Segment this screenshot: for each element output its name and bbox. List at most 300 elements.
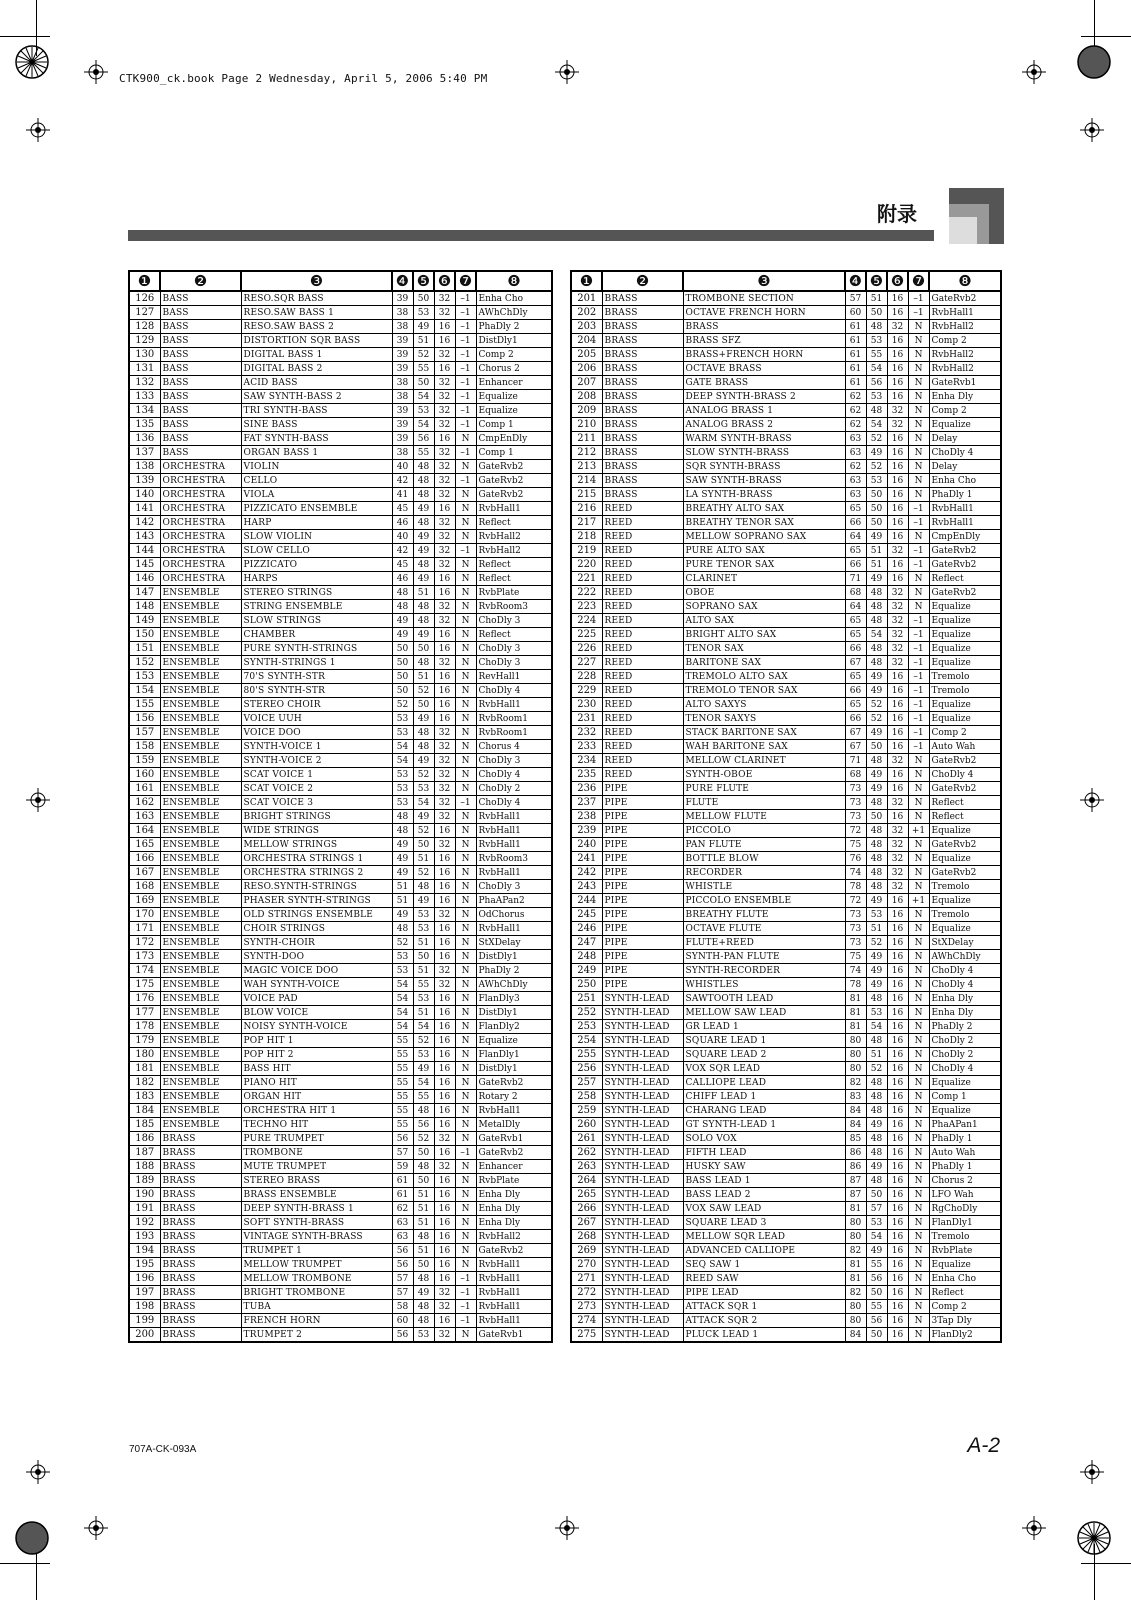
tone-number: 241 (571, 852, 602, 866)
value-4: 53 (392, 796, 413, 810)
value-4: 68 (845, 768, 866, 782)
table-row (129, 418, 552, 432)
value-7: N (908, 1160, 929, 1174)
value-6: 16 (887, 348, 908, 362)
tone-name: VINTAGE SYNTH-BRASS (241, 1230, 392, 1244)
table-row (129, 1328, 552, 1343)
value-6: 16 (887, 1244, 908, 1258)
value-7: N (908, 1020, 929, 1034)
value-6: 16 (887, 530, 908, 544)
value-6: 16 (434, 852, 455, 866)
value-6: 16 (887, 1062, 908, 1076)
tone-group: BRASS (602, 334, 683, 348)
value-4: 63 (845, 432, 866, 446)
value-5: 56 (866, 1272, 887, 1286)
value-6: 16 (887, 726, 908, 740)
value-5: 53 (413, 1048, 434, 1062)
tone-group: REED (602, 698, 683, 712)
tone-number: 258 (571, 1090, 602, 1104)
tone-group: REED (602, 642, 683, 656)
value-5: 52 (413, 684, 434, 698)
value-7: –1 (908, 726, 929, 740)
tone-number: 182 (129, 1076, 160, 1090)
value-4: 61 (845, 348, 866, 362)
book-info-header: CTK900_ck.book Page 2 Wednesday, April 5, 2006 5:40 PM (119, 72, 488, 85)
value-4: 75 (845, 950, 866, 964)
tone-number: 252 (571, 1006, 602, 1020)
value-6: 16 (434, 894, 455, 908)
col-header-group: ❷ (602, 271, 683, 291)
value-4: 38 (392, 320, 413, 334)
value-6: 32 (434, 600, 455, 614)
value-7: –1 (455, 474, 476, 488)
value-5: 52 (866, 1062, 887, 1076)
value-5: 49 (413, 712, 434, 726)
value-6: 16 (887, 936, 908, 950)
tone-number: 220 (571, 558, 602, 572)
value-5: 49 (413, 894, 434, 908)
tone-group: ORCHESTRA (160, 502, 241, 516)
value-4: 46 (392, 516, 413, 530)
value-6: 16 (887, 1048, 908, 1062)
tone-number: 145 (129, 558, 160, 572)
tone-number: 250 (571, 978, 602, 992)
value-7: –1 (908, 502, 929, 516)
tone-group: PIPE (602, 782, 683, 796)
value-7: N (908, 390, 929, 404)
tone-number: 244 (571, 894, 602, 908)
value-7: +1 (908, 824, 929, 838)
tone-number: 262 (571, 1146, 602, 1160)
value-4: 67 (845, 740, 866, 754)
col-header-6: ❻ (887, 271, 908, 291)
table-row (571, 936, 1001, 950)
value-4: 59 (392, 1160, 413, 1174)
tone-group: ORCHESTRA (160, 530, 241, 544)
value-4: 74 (845, 964, 866, 978)
tone-name: GR LEAD 1 (683, 1020, 845, 1034)
value-6: 32 (434, 1300, 455, 1314)
table-row (571, 1300, 1001, 1314)
tone-name: TENOR SAXYS (683, 712, 845, 726)
table-row (571, 1006, 1001, 1020)
tone-number: 222 (571, 586, 602, 600)
table-row (571, 1188, 1001, 1202)
tone-group: ENSEMBLE (160, 1062, 241, 1076)
tone-group: SYNTH-LEAD (602, 1034, 683, 1048)
tone-group: BRASS (602, 488, 683, 502)
tone-number: 207 (571, 376, 602, 390)
value-5: 52 (866, 936, 887, 950)
value-5: 51 (413, 1216, 434, 1230)
tone-number: 272 (571, 1286, 602, 1300)
value-5: 51 (413, 586, 434, 600)
effect-name: Equalize (929, 1258, 1001, 1272)
value-7: N (455, 894, 476, 908)
value-6: 32 (887, 544, 908, 558)
tone-number: 157 (129, 726, 160, 740)
effect-name: Enha Dly (476, 1202, 552, 1216)
value-6: 16 (887, 810, 908, 824)
value-6: 16 (434, 936, 455, 950)
effect-name: FlanDly1 (476, 1048, 552, 1062)
tone-group: BASS (160, 376, 241, 390)
tone-name: RESO.SAW BASS 1 (241, 306, 392, 320)
table-row (129, 1230, 552, 1244)
effect-name: Equalize (929, 922, 1001, 936)
value-5: 55 (413, 1090, 434, 1104)
value-5: 48 (413, 880, 434, 894)
tone-group: SYNTH-LEAD (602, 1160, 683, 1174)
value-7: N (908, 852, 929, 866)
tone-number: 260 (571, 1118, 602, 1132)
value-7: N (455, 922, 476, 936)
value-7: –1 (908, 291, 929, 306)
value-6: 16 (887, 922, 908, 936)
value-4: 53 (392, 782, 413, 796)
corner-tab-light (949, 217, 977, 244)
table-row (571, 432, 1001, 446)
value-7: N (455, 530, 476, 544)
value-4: 38 (392, 446, 413, 460)
value-7: –1 (908, 670, 929, 684)
effect-name: RvbPlate (476, 1174, 552, 1188)
tone-number: 186 (129, 1132, 160, 1146)
tone-number: 214 (571, 474, 602, 488)
tone-group: SYNTH-LEAD (602, 1174, 683, 1188)
gray-target-mark (1076, 44, 1112, 80)
tone-number: 165 (129, 838, 160, 852)
value-4: 67 (845, 726, 866, 740)
effect-name: GateRvb2 (929, 866, 1001, 880)
value-6: 16 (887, 460, 908, 474)
effect-name: RvbHall1 (929, 516, 1001, 530)
tone-name: SYNTH-VOICE 1 (241, 740, 392, 754)
value-6: 16 (887, 712, 908, 726)
value-6: 32 (887, 754, 908, 768)
tone-number: 137 (129, 446, 160, 460)
tone-number: 126 (129, 291, 160, 306)
tone-number: 229 (571, 684, 602, 698)
effect-name: GateRvb2 (929, 754, 1001, 768)
value-7: N (455, 488, 476, 502)
effect-name: Equalize (929, 642, 1001, 656)
value-7: N (908, 460, 929, 474)
table-row (571, 418, 1001, 432)
value-7: N (455, 1244, 476, 1258)
tone-number: 231 (571, 712, 602, 726)
tone-number: 181 (129, 1062, 160, 1076)
tone-group: ENSEMBLE (160, 684, 241, 698)
tone-group: SYNTH-LEAD (602, 1272, 683, 1286)
value-7: –1 (908, 642, 929, 656)
table-row (571, 1244, 1001, 1258)
value-6: 16 (887, 1202, 908, 1216)
tone-group: ENSEMBLE (160, 908, 241, 922)
value-5: 48 (866, 866, 887, 880)
tone-name: VIOLIN (241, 460, 392, 474)
value-4: 63 (392, 1216, 413, 1230)
value-7: N (908, 320, 929, 334)
tone-number: 199 (129, 1314, 160, 1328)
value-4: 63 (392, 1230, 413, 1244)
value-7: N (908, 446, 929, 460)
value-4: 56 (392, 1132, 413, 1146)
tone-name: SCAT VOICE 2 (241, 782, 392, 796)
value-6: 32 (434, 796, 455, 810)
value-6: 16 (887, 1328, 908, 1343)
value-5: 50 (866, 810, 887, 824)
effect-name: Chorus 2 (929, 1174, 1001, 1188)
tone-number: 160 (129, 768, 160, 782)
effect-name: RvbHall2 (929, 348, 1001, 362)
table-row (571, 740, 1001, 754)
tone-group: ENSEMBLE (160, 740, 241, 754)
tone-group: ENSEMBLE (160, 950, 241, 964)
value-7: –1 (908, 614, 929, 628)
effect-name: PhaAPan1 (929, 1118, 1001, 1132)
effect-name: Enha Cho (476, 291, 552, 306)
effect-name: Comp 2 (929, 1300, 1001, 1314)
tone-name: BRIGHT ALTO SAX (683, 628, 845, 642)
tone-number: 254 (571, 1034, 602, 1048)
table-row (129, 628, 552, 642)
tone-name: MAGIC VOICE DOO (241, 964, 392, 978)
effect-name: RvbHall2 (476, 1230, 552, 1244)
value-6: 32 (887, 880, 908, 894)
tone-number: 178 (129, 1020, 160, 1034)
table-row (129, 1202, 552, 1216)
value-5: 48 (413, 558, 434, 572)
value-6: 16 (887, 1230, 908, 1244)
effect-name: ChoDly 4 (476, 796, 552, 810)
tone-name: TENOR SAX (683, 642, 845, 656)
tone-number: 191 (129, 1202, 160, 1216)
effect-name: RvbHall1 (476, 810, 552, 824)
tone-number: 226 (571, 642, 602, 656)
table-row (571, 866, 1001, 880)
value-4: 82 (845, 1286, 866, 1300)
tone-number: 148 (129, 600, 160, 614)
tone-group: PIPE (602, 964, 683, 978)
table-row (571, 1160, 1001, 1174)
tone-group: BRASS (160, 1146, 241, 1160)
value-5: 54 (413, 1076, 434, 1090)
effect-name: Equalize (929, 600, 1001, 614)
tone-group: BRASS (602, 474, 683, 488)
value-7: N (455, 1020, 476, 1034)
value-7: –1 (908, 698, 929, 712)
tone-name: VOICE UUH (241, 712, 392, 726)
value-7: N (455, 1160, 476, 1174)
value-7: N (455, 908, 476, 922)
tone-group: REED (602, 572, 683, 586)
tone-name: TROMBONE (241, 1146, 392, 1160)
value-6: 32 (434, 530, 455, 544)
effect-name: RvbHall2 (476, 544, 552, 558)
tone-group: ENSEMBLE (160, 754, 241, 768)
value-4: 49 (392, 628, 413, 642)
value-5: 50 (866, 306, 887, 320)
tone-name: SYNTH-VOICE 2 (241, 754, 392, 768)
value-5: 48 (866, 824, 887, 838)
value-6: 16 (434, 1216, 455, 1230)
effect-name: PhaAPan2 (476, 894, 552, 908)
effect-name: Enha Cho (929, 1272, 1001, 1286)
value-6: 16 (434, 1202, 455, 1216)
tone-group: ENSEMBLE (160, 656, 241, 670)
value-6: 16 (887, 488, 908, 502)
tone-group: ENSEMBLE (160, 810, 241, 824)
effect-name: RvbRoom3 (476, 600, 552, 614)
tone-name: TECHNO HIT (241, 1118, 392, 1132)
value-4: 54 (392, 978, 413, 992)
effect-name: PhaDly 2 (476, 320, 552, 334)
value-6: 32 (434, 838, 455, 852)
value-7: N (908, 782, 929, 796)
table-row (129, 740, 552, 754)
tone-number: 185 (129, 1118, 160, 1132)
tone-name: SQUARE LEAD 2 (683, 1048, 845, 1062)
value-7: N (455, 614, 476, 628)
tone-name: 70'S SYNTH-STR (241, 670, 392, 684)
value-7: –1 (455, 1314, 476, 1328)
table-row (571, 894, 1001, 908)
table-row (571, 1062, 1001, 1076)
value-7: –1 (908, 684, 929, 698)
value-5: 48 (866, 600, 887, 614)
tone-number: 149 (129, 614, 160, 628)
value-6: 16 (887, 1272, 908, 1286)
tone-number: 264 (571, 1174, 602, 1188)
table-row (129, 320, 552, 334)
tone-group: ENSEMBLE (160, 712, 241, 726)
tone-number: 150 (129, 628, 160, 642)
tone-number: 192 (129, 1216, 160, 1230)
value-7: N (908, 1328, 929, 1343)
value-5: 48 (413, 1230, 434, 1244)
tone-number: 245 (571, 908, 602, 922)
value-5: 48 (866, 838, 887, 852)
value-6: 32 (434, 908, 455, 922)
tone-group: ENSEMBLE (160, 964, 241, 978)
tone-group: BRASS (602, 348, 683, 362)
star-target-mark (1076, 1520, 1112, 1556)
effect-name: Comp 2 (929, 404, 1001, 418)
tone-number: 221 (571, 572, 602, 586)
value-5: 51 (413, 1202, 434, 1216)
tone-name: TRI SYNTH-BASS (241, 404, 392, 418)
table-row (129, 586, 552, 600)
value-6: 16 (434, 642, 455, 656)
tone-number: 223 (571, 600, 602, 614)
value-5: 49 (866, 670, 887, 684)
value-7: –1 (455, 306, 476, 320)
table-row (571, 1258, 1001, 1272)
value-5: 50 (413, 950, 434, 964)
tone-group: ORCHESTRA (160, 544, 241, 558)
value-5: 49 (866, 782, 887, 796)
value-7: N (908, 404, 929, 418)
value-7: N (908, 572, 929, 586)
value-5: 50 (413, 698, 434, 712)
tone-name: SQUARE LEAD 3 (683, 1216, 845, 1230)
tone-group: BRASS (602, 404, 683, 418)
table-row (571, 810, 1001, 824)
tone-number: 209 (571, 404, 602, 418)
effect-name: PhaDly 2 (929, 1020, 1001, 1034)
table-row (129, 768, 552, 782)
value-4: 73 (845, 936, 866, 950)
tone-name: STEREO STRINGS (241, 586, 392, 600)
table-row (129, 852, 552, 866)
value-5: 55 (866, 348, 887, 362)
value-4: 62 (845, 390, 866, 404)
value-7: N (455, 964, 476, 978)
tone-number: 210 (571, 418, 602, 432)
effect-name: FlanDly3 (476, 992, 552, 1006)
value-5: 52 (413, 768, 434, 782)
effect-name: RvbRoom1 (476, 726, 552, 740)
tone-group: REED (602, 544, 683, 558)
value-5: 48 (413, 1104, 434, 1118)
value-7: N (908, 992, 929, 1006)
tone-name: BRASS SFZ (683, 334, 845, 348)
tone-number: 211 (571, 432, 602, 446)
value-5: 48 (413, 460, 434, 474)
tone-name: OLD STRINGS ENSEMBLE (241, 908, 392, 922)
value-4: 65 (845, 544, 866, 558)
effect-name: Reflect (476, 558, 552, 572)
table-row (129, 306, 552, 320)
value-7: N (908, 600, 929, 614)
tone-name: SCAT VOICE 3 (241, 796, 392, 810)
effect-name: Tremolo (929, 908, 1001, 922)
value-6: 16 (887, 698, 908, 712)
value-5: 48 (866, 992, 887, 1006)
value-7: –1 (908, 712, 929, 726)
value-7: N (908, 768, 929, 782)
tone-number: 189 (129, 1174, 160, 1188)
value-5: 54 (866, 418, 887, 432)
value-7: N (455, 642, 476, 656)
value-7: N (455, 1006, 476, 1020)
value-7: N (455, 1034, 476, 1048)
tone-group: ENSEMBLE (160, 978, 241, 992)
effect-name: Equalize (929, 852, 1001, 866)
tone-group: ENSEMBLE (160, 866, 241, 880)
effect-name: Enha Dly (476, 1216, 552, 1230)
tone-name: BASS HIT (241, 1062, 392, 1076)
value-6: 16 (434, 628, 455, 642)
tone-number: 168 (129, 880, 160, 894)
value-5: 51 (866, 558, 887, 572)
value-7: N (908, 950, 929, 964)
value-5: 48 (866, 586, 887, 600)
value-7: N (908, 1174, 929, 1188)
value-4: 38 (392, 376, 413, 390)
table-row (129, 1034, 552, 1048)
value-6: 32 (434, 964, 455, 978)
value-7: N (908, 964, 929, 978)
value-4: 66 (845, 558, 866, 572)
value-4: 80 (845, 1230, 866, 1244)
effect-name: Equalize (929, 1076, 1001, 1090)
table-row (571, 600, 1001, 614)
effect-name: StXDelay (929, 936, 1001, 950)
tone-group: SYNTH-LEAD (602, 1314, 683, 1328)
value-6: 16 (887, 1174, 908, 1188)
